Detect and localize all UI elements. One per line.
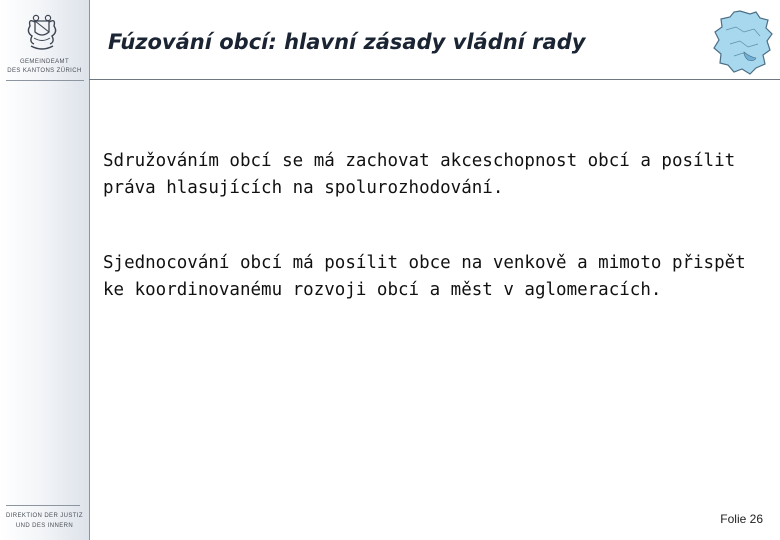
org-bottom-line1: DIREKTION DER JUSTIZ — [5, 513, 83, 519]
org-top-line1: GEMEINDEAMT — [19, 59, 70, 65]
header-divider — [89, 79, 780, 80]
coat-of-arms-icon — [22, 12, 62, 54]
organization-name-top — [0, 58, 89, 76]
paragraph-2: Sjednocování obcí má posílit obce na venkově a mimoto přispět ke koordinovanému rozvoji obcí a měst v aglomeracích. — [103, 253, 746, 300]
organization-name-bottom — [0, 511, 89, 531]
slide-title: Fúzování obcí: hlavní zásady vládní rady — [108, 30, 586, 54]
canton-map-icon — [710, 8, 774, 76]
paragraph-1: Sdružováním obcí se má zachovat akceschopnost obcí a posílit práva hlasujících na spolurozhodování. — [103, 151, 736, 198]
org-top-line2: DES KANTONS ZÜRICH — [7, 68, 82, 74]
slide-number: Folie 26 — [720, 512, 763, 526]
sidebar-divider-top — [6, 80, 84, 81]
org-bottom-line2: UND DES INNERN — [15, 523, 74, 529]
sidebar-divider-bottom — [6, 505, 80, 506]
sidebar — [0, 0, 90, 540]
